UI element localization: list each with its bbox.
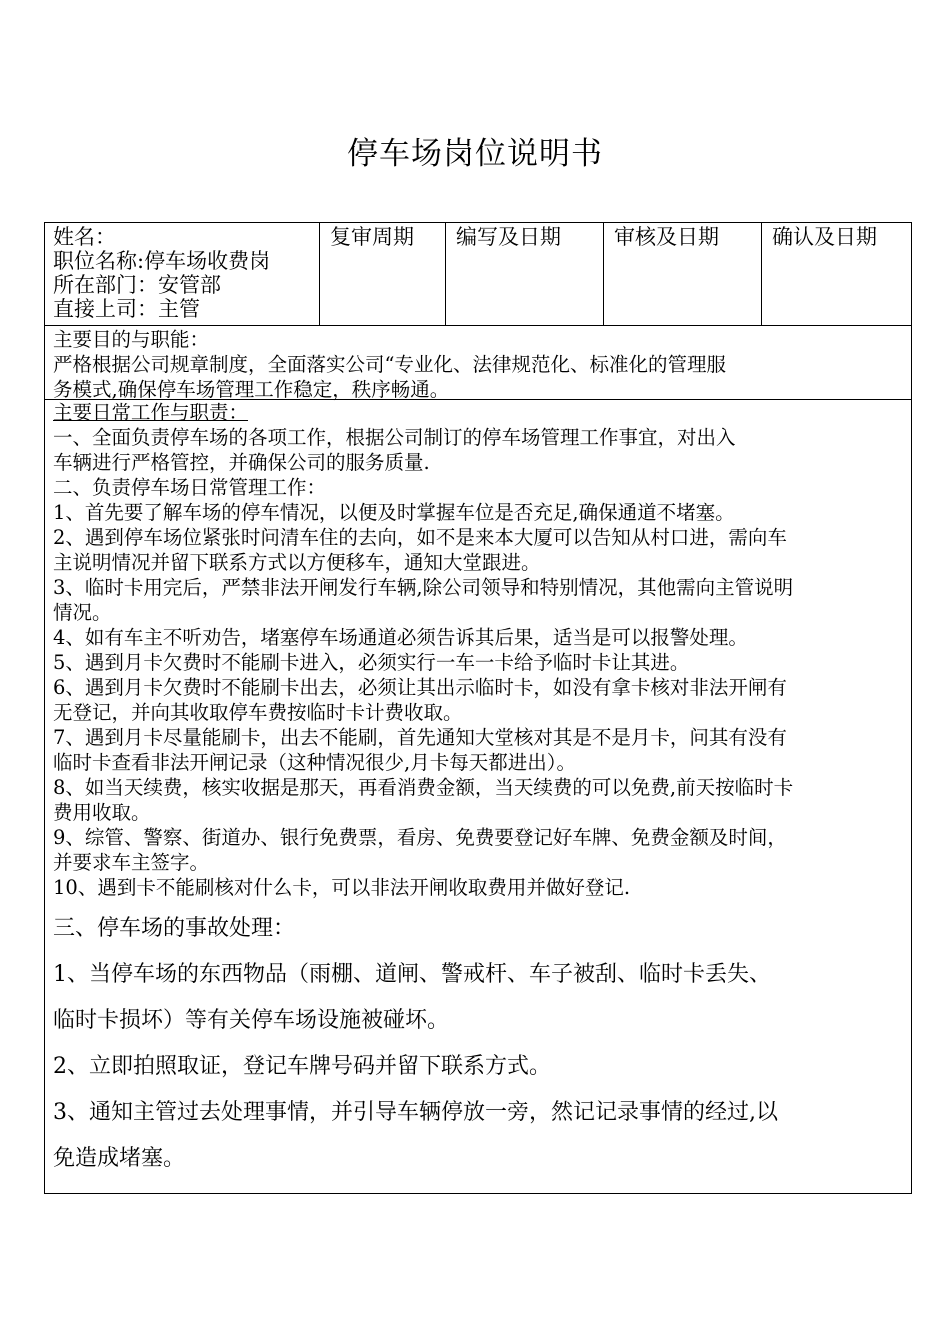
written-date-label: 编写及日期	[456, 225, 561, 249]
job-description-table	[44, 222, 912, 1194]
accident-line: 3、通知主管过去处理事情，并引导车辆停放一旁，然记记录事情的经过,以	[53, 1100, 778, 1125]
accident-line: 1、当停车场的东西物品（雨棚、道闸、警戒杆、车子被刮、临时卡丢失、	[53, 962, 771, 987]
confirm-date-label: 确认及日期	[772, 225, 877, 249]
duty-line: 车辆进行严格管控，并确保公司的服务质量.	[53, 451, 430, 474]
duty-line: 9、综管、警察、街道办、银行免费票，看房、免费要登记好车牌、免费金额及时间，	[53, 826, 787, 849]
page-title: 停车场岗位说明书	[347, 136, 603, 172]
supervisor-label: 直接上司：主管	[53, 297, 200, 321]
accident-line: 临时卡损坏）等有关停车场设施被碰坏。	[53, 1008, 450, 1033]
name-label: 姓名：	[53, 225, 116, 249]
purpose-section	[45, 325, 911, 400]
duty-line: 情况。	[53, 601, 112, 624]
audit-date-label: 审核及日期	[614, 225, 719, 249]
purpose-heading: 主要目的与职能：	[53, 328, 210, 351]
written-date-cell	[446, 223, 604, 325]
duty-line: 无登记，并向其收取停车费按临时卡计费收取。	[53, 701, 463, 724]
audit-date-cell	[604, 223, 762, 325]
duties-heading: 主要日常工作与职责：	[53, 401, 249, 424]
duty-line: 6、遇到月卡欠费时不能刷卡出去，必须让其出示临时卡，如没有拿卡核对非法开闸有	[53, 676, 787, 699]
duty-line: 费用收取。	[53, 801, 151, 824]
employee-info-cell	[45, 223, 320, 325]
duty-line: 一、全面负责停车场的各项工作，根据公司制订的停车场管理工作事宜，对出入	[53, 426, 736, 449]
duty-line: 7、遇到月卡尽量能刷卡，出去不能刷，首先通知大堂核对其是不是月卡，问其有没有	[53, 726, 787, 749]
duties-section	[45, 400, 911, 1182]
duty-line: 二、负责停车场日常管理工作：	[53, 476, 327, 499]
duty-line: 5、遇到月卡欠费时不能刷卡进入，必须实行一车一卡给予临时卡让其进。	[53, 651, 690, 674]
accident-heading: 三、停车场的事故处理：	[53, 916, 296, 941]
duty-line: 4、如有车主不听劝告，堵塞停车场通道必须告诉其后果，适当是可以报警处理。	[53, 626, 748, 649]
confirm-date-cell	[762, 223, 911, 325]
duty-line: 8、如当天续费，核实收据是那天，再看消费金额，当天续费的可以免费,前天按临时卡	[53, 776, 794, 799]
accident-line: 免造成堵塞。	[53, 1146, 186, 1171]
department-label: 所在部门：安管部	[53, 273, 221, 297]
purpose-line: 严格根据公司规章制度，全面落实公司“专业化、法律规范化、标准化的管理服	[53, 353, 726, 376]
accident-line: 2、立即拍照取证，登记车牌号码并留下联系方式。	[53, 1054, 551, 1079]
header-row	[45, 223, 911, 326]
duty-line: 临时卡查看非法开闸记录（这种情况很少,月卡每天都进出）。	[53, 751, 576, 774]
duty-line: 主说明情况并留下联系方式以方便移车，通知大堂跟进。	[53, 551, 541, 574]
duty-line: 2、遇到停车场位紧张时问清车住的去向，如不是来本大厦可以告知从村口进，需向车	[53, 526, 787, 549]
review-period-label: 复审周期	[330, 225, 414, 249]
review-period-cell	[320, 223, 446, 325]
duty-line: 3、临时卡用完后，严禁非法开闸发行车辆,除公司领导和特别情况，其他需向主管说明	[53, 576, 794, 599]
duty-line: 并要求车主签字。	[53, 851, 210, 874]
duty-line: 1、首先要了解车场的停车情况，以便及时掌握车位是否充足,确保通道不堵塞。	[53, 501, 735, 524]
duty-line: 10、遇到卡不能刷核对什么卡，可以非法开闸收取费用并做好登记.	[53, 876, 631, 899]
purpose-line: 务模式,确保停车场管理工作稳定，秩序畅通。	[53, 378, 450, 401]
position-label: 职位名称:停车场收费岗	[53, 249, 271, 273]
